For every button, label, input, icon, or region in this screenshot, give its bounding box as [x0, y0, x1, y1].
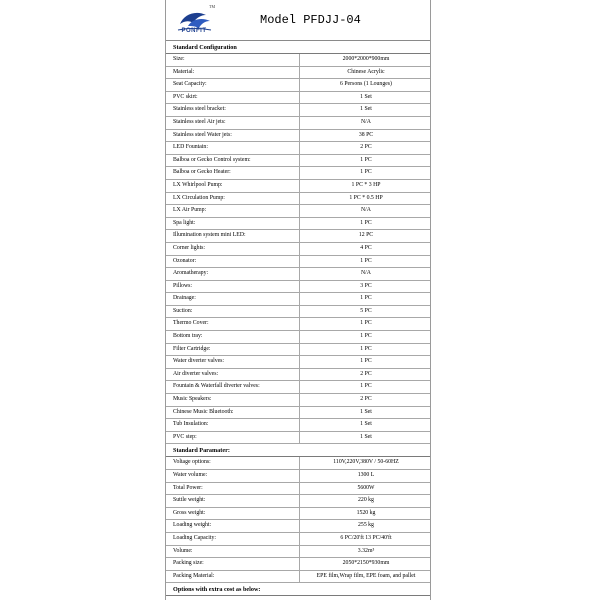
table-row — [166, 92, 430, 105]
row-value: 2000*2000*900mm — [299, 54, 432, 66]
row-value: 12 PC — [299, 230, 432, 242]
row-value: 1 PC — [299, 331, 432, 343]
row-value: 1 Set — [299, 104, 432, 116]
table-row — [166, 318, 430, 331]
row-label: Drainage: — [173, 295, 196, 302]
table-row — [166, 571, 430, 584]
sheet-header — [166, 0, 430, 41]
section-options — [166, 583, 430, 596]
row-value: 1 PC * 0.5 HP — [299, 193, 432, 205]
table-row — [166, 470, 430, 483]
row-value: 1 PC — [299, 318, 432, 330]
row-label: PVC step: — [173, 433, 197, 440]
row-value: 2 PC — [299, 369, 432, 381]
row-label: Filter Cartridge: — [173, 345, 211, 352]
row-label: Tub Insulation: — [173, 421, 209, 428]
row-label: Material: — [173, 68, 195, 75]
row-value: 220 kg — [299, 495, 432, 507]
row-label: Stainless steel Air jets: — [173, 118, 226, 125]
table-row — [166, 344, 430, 357]
table-row — [166, 230, 430, 243]
row-value: 1 PC — [299, 167, 432, 179]
row-label: Stainless steel Water jets: — [173, 131, 232, 138]
row-value: N/A — [299, 268, 432, 280]
table-row — [166, 79, 430, 92]
row-label: PVC skirt: — [173, 93, 198, 100]
row-label: Gross weight: — [173, 509, 206, 516]
row-value: 3 PC — [299, 281, 432, 293]
row-value: 38 PC — [299, 130, 432, 142]
row-value: 2 PC — [299, 142, 432, 154]
section-title: Standard Configuration — [173, 43, 237, 51]
row-label: Chinese Music Bluetooth: — [173, 408, 234, 415]
row-value: 4 PC — [299, 243, 432, 255]
row-label: Loading Capacity: — [173, 534, 216, 541]
row-label: Thermo Cover: — [173, 320, 209, 327]
row-label: Water volume: — [173, 472, 208, 478]
parameter-table — [166, 457, 430, 583]
row-label: Total Power: — [173, 484, 203, 491]
table-row — [166, 381, 430, 394]
table-row — [166, 117, 430, 130]
row-value: 1 PC — [299, 293, 432, 305]
row-label: Packing size: — [173, 560, 204, 567]
table-row — [166, 205, 430, 218]
table-row — [166, 155, 430, 168]
row-label: Loading weight: — [173, 522, 212, 529]
row-value: 1 PC — [299, 381, 432, 393]
table-row — [166, 356, 430, 369]
table-row — [166, 167, 430, 180]
row-value: 1 PC — [299, 256, 432, 268]
section-title: Options with extra cost as below: — [173, 585, 261, 593]
row-label: Suttle weight: — [173, 497, 206, 504]
row-value: 1 Set — [299, 419, 432, 431]
section-title: Standard Paramater: — [173, 446, 230, 454]
row-value: 1 Set — [299, 407, 432, 419]
row-label: Balboa or Gecko Heater: — [173, 169, 231, 176]
row-value: EPE film,Wrap film, EPE foam, and pallet — [299, 571, 432, 583]
row-label: Fountain & Waterfall diverter valves: — [173, 383, 260, 390]
row-label: Aromatherapy: — [173, 270, 209, 277]
trademark-mark: TM — [209, 4, 215, 9]
row-value: 5600W — [299, 483, 432, 495]
table-row — [166, 243, 430, 256]
row-value: 6 Persons (1 Lounges) — [299, 79, 432, 91]
row-value: 2 PC — [299, 394, 432, 406]
table-row — [166, 533, 430, 546]
table-row — [166, 558, 430, 571]
row-value: 3.32m³ — [299, 546, 432, 558]
table-row — [166, 54, 430, 67]
table-row — [166, 306, 430, 319]
table-row — [166, 104, 430, 117]
row-value: 1300 L — [299, 470, 432, 482]
row-label: LED Fountain: — [173, 144, 208, 151]
row-value: 2050*2150*930mm — [299, 558, 432, 570]
table-row — [166, 268, 430, 281]
table-row — [166, 142, 430, 155]
table-row — [166, 67, 430, 80]
table-row — [166, 520, 430, 533]
row-label: Stainless steel bracket: — [173, 106, 226, 113]
row-label: Air diverter valves: — [173, 370, 219, 377]
row-label: Spa light: — [173, 219, 196, 226]
row-value: 1 PC — [299, 218, 432, 230]
table-row — [166, 180, 430, 193]
row-label: Water diverter valves: — [173, 358, 225, 365]
table-row — [166, 407, 430, 420]
table-row — [166, 256, 430, 269]
row-label: Pillows: — [173, 282, 193, 289]
table-row — [166, 281, 430, 294]
row-value: 255 kg — [299, 520, 432, 532]
table-row — [166, 293, 430, 306]
row-label: Corner lights: — [173, 244, 206, 251]
row-label: Bottom tray: — [173, 333, 203, 340]
row-value: 5 PC — [299, 306, 432, 318]
row-label: LX Whirlpool Pump: — [173, 181, 223, 188]
table-row — [166, 432, 430, 445]
logo-text: PONFIT — [181, 28, 207, 34]
row-value: N/A — [299, 117, 432, 129]
row-label: Voltage options: — [173, 459, 211, 466]
row-label: LX Air Pump: — [173, 207, 207, 214]
row-value: 6 PC/20'ft 13 PC/40'ft — [299, 533, 432, 545]
row-value: 110V,220V,380V / 50-60HZ — [299, 457, 432, 469]
table-row — [166, 130, 430, 143]
table-row — [166, 495, 430, 508]
table-row — [166, 419, 430, 432]
row-label: Ozonator: — [173, 257, 197, 264]
row-value: 1 PC — [299, 155, 432, 167]
row-label: Packing Material: — [173, 572, 215, 579]
row-label: Suction: — [173, 307, 193, 314]
row-label: Volume: — [173, 547, 193, 554]
row-label: Illumination system mini LED: — [173, 232, 246, 239]
table-row — [166, 331, 430, 344]
row-value: N/A — [299, 205, 432, 217]
row-label: Seat Capacity: — [173, 81, 207, 88]
model-title: Model PFDJJ-04 — [260, 13, 361, 27]
row-value: 1 Set — [299, 92, 432, 104]
row-value: Chinese Acrylic — [299, 67, 432, 79]
row-value: 1 Set — [299, 432, 432, 444]
row-value: 1 PC — [299, 344, 432, 356]
section-standard-parameter — [166, 444, 430, 457]
row-value: 1 PC — [299, 356, 432, 368]
table-row — [166, 218, 430, 231]
table-row — [166, 546, 430, 559]
table-row — [166, 369, 430, 382]
row-label: Music Speakers: — [173, 396, 212, 403]
section-standard-configuration — [166, 41, 430, 54]
row-label: Balboa or Gecko Control system: — [173, 156, 251, 163]
spec-sheet — [165, 0, 431, 600]
table-row — [166, 483, 430, 496]
table-row — [166, 508, 430, 521]
table-row — [166, 457, 430, 470]
row-value: 1520 kg — [299, 508, 432, 520]
table-row — [166, 394, 430, 407]
row-label: Size: — [173, 56, 185, 62]
row-value: 1 PC * 3 HP — [299, 180, 432, 192]
configuration-table — [166, 54, 430, 444]
table-row — [166, 193, 430, 206]
row-label: LX Circulation Pump: — [173, 194, 225, 201]
